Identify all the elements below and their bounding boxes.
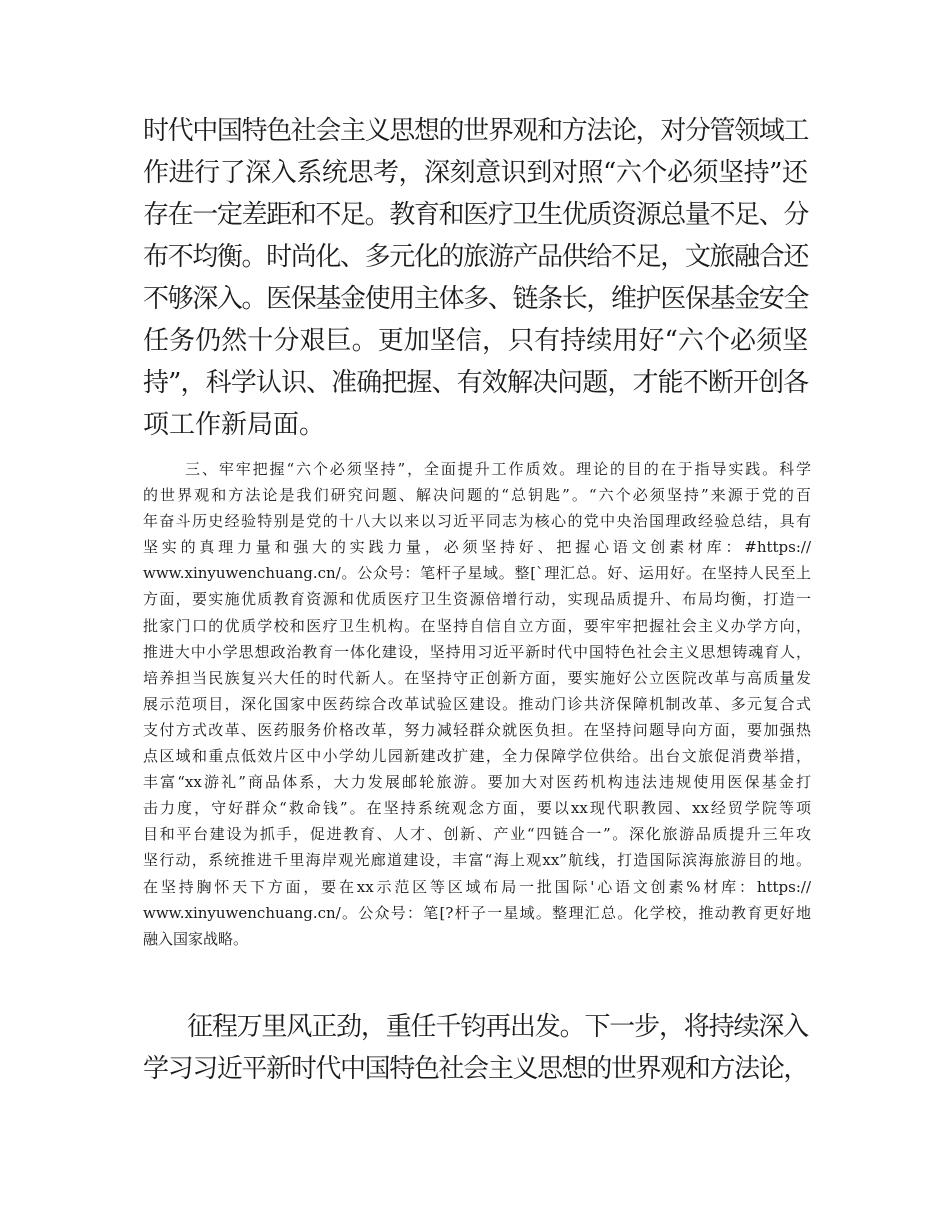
paragraph-line: 坚行动，系统推进千里海岸观光廊道建设，丰富“海上观xx”航线，打造国际滨海旅游目的地。 [143, 851, 811, 870]
paragraph-line: 存在一定差距和不足。教育和医疗卫生优质资源总量不足、分 [143, 200, 809, 230]
paragraph-line: 击力度，守好群众“救命钱”。在坚持系统观念方面，要以xx现代职教园、xx经贸学院等项 [143, 799, 811, 818]
paragraph-line: 培养担当民族复兴大任的时代新人。在坚持守正创新方面，要实施好公立医院改革与高质量发 [143, 668, 811, 687]
paragraph-line: 征程万里风正劲，重任千钧再出发。下一步，将持续深入 [187, 1012, 809, 1042]
paragraph-line: 坚实的真理力量和强大的实践力量，必须坚持好、把握心语文创素材库：#https:// [143, 538, 811, 557]
paragraph-line: 点区域和重点低效片区中小学幼儿园新建改扩建，全力保障学位供给。出台文旅促消费举措， [143, 747, 811, 766]
paragraph-line: 年奋斗历史经验特别是党的十八大以来以习近平同志为核心的党中央治国理政经验总结，具有 [143, 512, 811, 531]
paragraph-line: 布不均衡。时尚化、多元化的旅游产品供给不足，文旅融合还 [143, 242, 809, 272]
paragraph-line: 不够深入。医保基金使用主体多、链条长，维护医保基金安全 [143, 284, 809, 314]
paragraph-line: 推进大中小学思想政治教育一体化建设，坚持用习近平新时代中国特色社会主义思想铸魂育人， [143, 642, 811, 661]
paragraph-line: 融入国家战略。 [143, 929, 249, 948]
paragraph-line: 丰富“xx游礼”商品体系，大力发展邮轮旅游。要加大对医药机构违法违规使用医保基金打 [143, 773, 811, 792]
paragraph-line: 支付方式改革、医药服务价格改革，努力减轻群众就医负担。在坚持问题导向方面，要加强热 [143, 720, 811, 739]
paragraph-line: 的世界观和方法论是我们研究问题、解决问题的“总钥匙”。“六个必须坚持”来源于党的百 [143, 486, 811, 505]
paragraph-middle [143, 456, 811, 952]
paragraph-line: 目和平台建设为抓手，促进教育、人才、创新、产业“四链合一”。深化旅游品质提升三年攻 [143, 825, 811, 844]
paragraph-line: 作进行了深入系统思考，深刻意识到对照“六个必须坚持”还 [143, 158, 808, 188]
paragraph-line: 三、牢牢把握“六个必须坚持”，全面提升工作质效。理论的目的在于指导实践。科学 [185, 460, 811, 478]
paragraph-line: 展示范项目，深化国家中医药综合改革试验区建设。推动门诊共济保障机制改革、多元复合式 [143, 694, 811, 713]
paragraph-line: www.xinyuwenchuang.cn/。公众号：笔杆子星域。整[`理汇总。好、运用好。在坚持人民至上 [143, 564, 811, 583]
paragraph-line: 时代中国特色社会主义思想的世界观和方法论，对分管领域工 [143, 116, 809, 146]
paragraph-line: 任务仍然十分艰巨。更加坚信，只有持续用好“六个必须坚 [143, 326, 809, 356]
paragraph-line: 项工作新局面。 [143, 410, 326, 440]
paragraph-line: 学习习近平新时代中国特色社会主义思想的世界观和方法论， [143, 1054, 809, 1084]
paragraph-line: 方面，要实施优质教育资源和优质医疗卫生资源倍增行动，实现品质提升、布局均衡，打造一 [143, 590, 811, 609]
paragraph-line: 批家门口的优质学校和医疗卫生机构。在坚持自信自立方面，要牢牢把握社会主义办学方向， [143, 616, 811, 635]
paragraph-line: www.xinyuwenchuang.cn/。公众号：笔[?杆子一星域。整理汇总。化学校，推动教育更好地 [143, 903, 811, 922]
paragraph-line: 在坚持胸怀天下方面，要在xx示范区等区域布局一批国际'心语文创素%材库：https:// [143, 877, 811, 896]
paragraph-line: 持”，科学认识、准确把握、有效解决问题，才能不断开创各 [143, 368, 809, 398]
